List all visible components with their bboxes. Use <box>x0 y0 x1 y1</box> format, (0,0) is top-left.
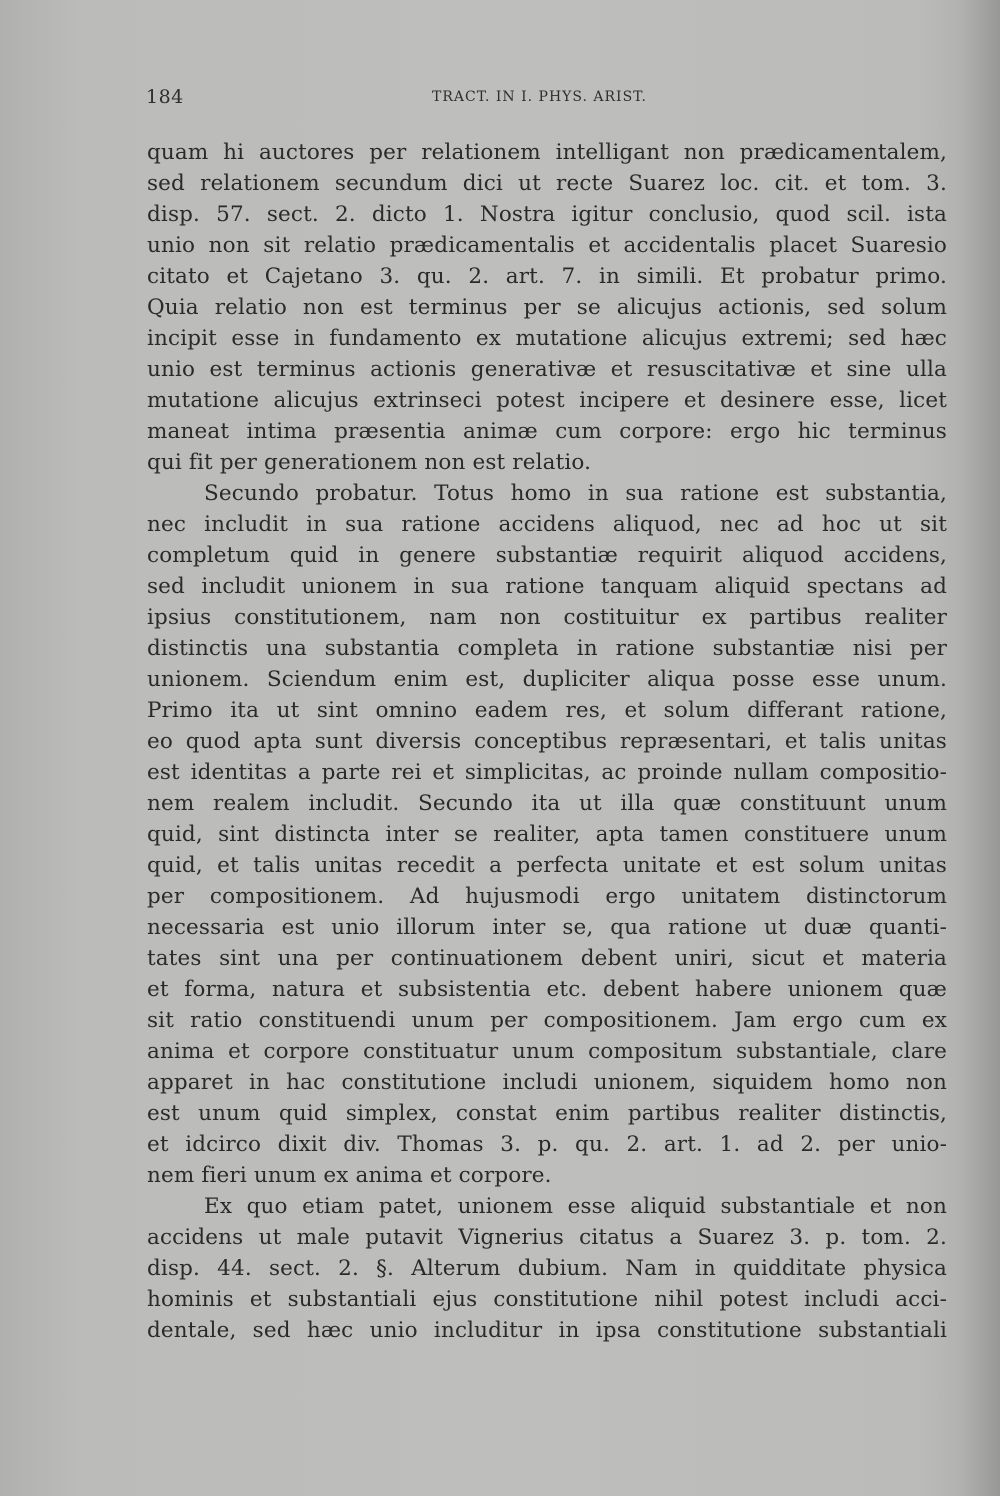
text-line: unio non sit relatio prædicamentalis et accidentalis placet Suaresio <box>147 233 947 258</box>
paragraph-2 <box>147 478 947 1191</box>
text-line: maneat intima præsentia animæ cum corpore: ergo hic terminus <box>147 419 947 444</box>
text-line: Quia relatio non est terminus per se alicujus actionis, sed solum <box>147 295 947 320</box>
text-line: citato et Cajetano 3. qu. 2. art. 7. in simili. Et probatur primo. <box>147 264 947 289</box>
body-text <box>147 137 947 1346</box>
text-line: quid, et talis unitas recedit a perfecta unitate et est solum unitas <box>147 853 947 878</box>
text-line: tates sint una per continuationem debent uniri, sicut et materia <box>147 946 947 971</box>
text-line: per compositionem. Ad hujusmodi ergo unitatem distinctorum <box>147 884 947 909</box>
text-line: est identitas a parte rei et simplicitas, ac proinde nullam compositio- <box>147 760 947 785</box>
text-line: nem realem includit. Secundo ita ut illa quæ constituunt unum <box>147 791 947 816</box>
text-line: et idcirco dixit div. Thomas 3. p. qu. 2. art. 1. ad 2. per unio- <box>147 1132 947 1157</box>
page-header <box>146 84 946 114</box>
text-line: sed includit unionem in sua ratione tanquam aliquid spectans ad <box>147 574 947 599</box>
running-head: TRACT. IN I. PHYS. ARIST. <box>432 89 647 105</box>
text-line: necessaria est unio illorum inter se, qua ratione ut duæ quanti- <box>147 915 947 940</box>
text-line: sed relationem secundum dici ut recte Suarez loc. cit. et tom. 3. <box>147 171 947 196</box>
text-line: et forma, natura et subsistentia etc. debent habere unionem quæ <box>147 977 947 1002</box>
text-line: sit ratio constituendi unum per compositionem. Jam ergo cum ex <box>147 1008 947 1033</box>
text-line: nem fieri unum ex anima et corpore. <box>147 1163 552 1188</box>
text-line: distinctis una substantia completa in ratione substantiæ nisi per <box>147 636 947 661</box>
text-line: disp. 44. sect. 2. §. Alterum dubium. Nam in quidditate physica <box>147 1256 947 1281</box>
text-line: ipsius constitutionem, nam non costituitur ex partibus realiter <box>147 605 947 630</box>
text-line: mutatione alicujus extrinseci potest incipere et desinere esse, licet <box>147 388 947 413</box>
text-line: Primo ita ut sint omnino eadem res, et solum differant ratione, <box>147 698 947 723</box>
text-line: incipit esse in fundamento ex mutatione alicujus extremi; sed hæc <box>147 326 947 351</box>
page-edge-shadow <box>960 0 1000 1496</box>
text-line: quid, sint distincta inter se realiter, apta tamen constituere unum <box>147 822 947 847</box>
text-line: eo quod apta sunt diversis conceptibus repræsentari, et talis unitas <box>147 729 947 754</box>
text-line: completum quid in genere substantiæ requirit aliquod accidens, <box>147 543 947 568</box>
text-line: anima et corpore constituatur unum compositum substantiale, clare <box>147 1039 947 1064</box>
text-line: unionem. Sciendum enim est, dupliciter aliqua posse esse unum. <box>147 667 947 692</box>
text-line: dentale, sed hæc unio includitur in ipsa constitutione substantiali <box>147 1318 947 1343</box>
text-line: accidens ut male putavit Vignerius citatus a Suarez 3. p. tom. 2. <box>147 1225 947 1250</box>
text-line: qui fit per generationem non est relatio. <box>147 450 592 475</box>
text-line: quam hi auctores per relationem intelligant non prædicamentalem, <box>147 140 947 165</box>
page-number: 184 <box>146 86 184 108</box>
text-line: est unum quid simplex, constat enim partibus realiter distinctis, <box>147 1101 947 1126</box>
paragraph-1 <box>147 137 947 478</box>
text-line: Ex quo etiam patet, unionem esse aliquid substantiale et non <box>204 1194 947 1219</box>
text-line: disp. 57. sect. 2. dicto 1. Nostra igitur conclusio, quod scil. ista <box>147 202 947 227</box>
text-line: hominis et substantiali ejus constitutione nihil potest includi acci- <box>147 1287 947 1312</box>
paragraph-3 <box>147 1191 947 1346</box>
text-line: unio est terminus actionis generativæ et resuscitativæ et sine ulla <box>147 357 947 382</box>
text-line: apparet in hac constitutione includi unionem, siquidem homo non <box>147 1070 947 1095</box>
text-line: Secundo probatur. Totus homo in sua ratione est substantia, <box>204 481 947 506</box>
text-line: nec includit in sua ratione accidens aliquod, nec ad hoc ut sit <box>147 512 947 537</box>
